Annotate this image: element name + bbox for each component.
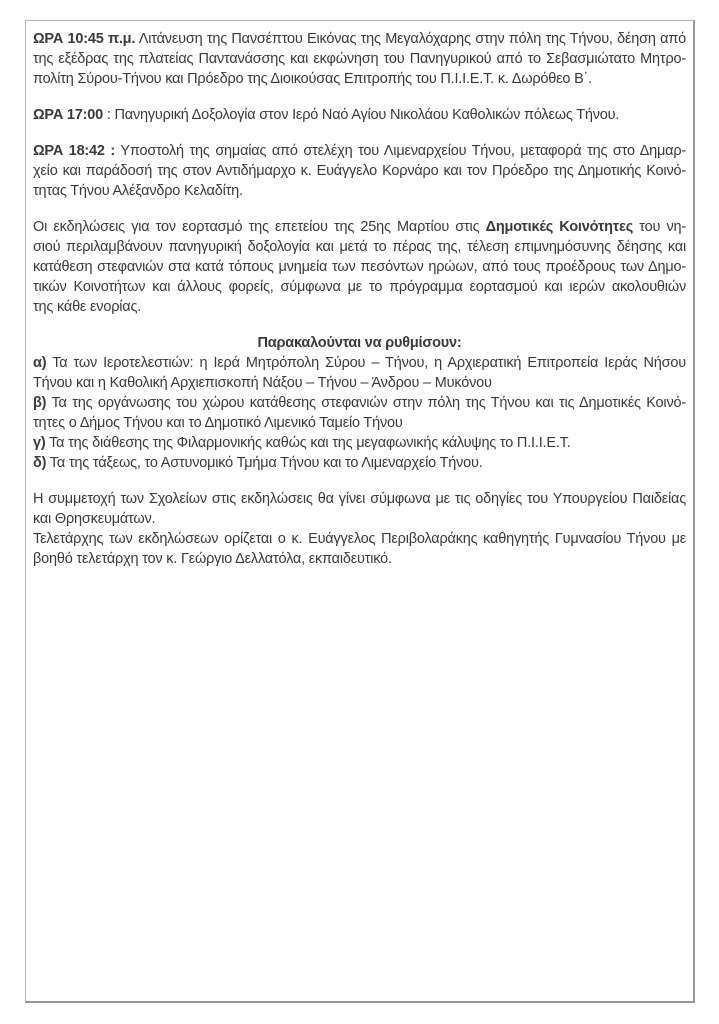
text-run: β): [33, 395, 47, 411]
text-line: [33, 257, 686, 277]
text-line: [33, 217, 686, 237]
schedule-entry-1700: [33, 105, 686, 125]
arrangements-item-a: [33, 353, 686, 393]
text-run: της κάθε ενορίας.: [33, 299, 142, 315]
text-line: [33, 297, 686, 317]
text-run: της εξέδρας της πλατείας Παντανάσσης και εκφώνηση του Πανηγυρικού από το Σεβασμιώτατο Μητρο-: [33, 51, 686, 67]
text-line: [33, 69, 686, 89]
text-run: ΩΡΑ 17:00: [33, 107, 104, 123]
text-run: ΩΡΑ 18:42 :: [33, 143, 116, 159]
text-line: [33, 433, 686, 453]
text-run: Παρακαλούνται να ρυθμίσουν:: [257, 335, 462, 351]
text-run: και Θρησκευμάτων.: [33, 511, 156, 527]
text-run: γ): [33, 435, 46, 451]
text-run: Τα της οργάνωσης του χώρου κατάθεσης στεφανιών στην πόλη της Τήνου και τις Δημοτικές Κοινό-: [46, 395, 686, 411]
schedule-entry-1842: [33, 141, 686, 201]
text-run: σιού περιλαμβάνουν πανηγυρική δοξολογία και μετά το πέρας της, τέλεση επιμνημόσυνης δέησης και: [33, 239, 686, 255]
text-line: [33, 529, 686, 549]
text-run: Τήνου και η Καθολική Αρχιεπισκοπή Νάξου – Τήνου – Άνδρου – Μυκόνου: [33, 375, 492, 391]
text-line: [33, 105, 686, 125]
text-run: τητες ο Δήμος Τήνου και το Δημοτικό Λιμενικό Ταμείο Τήνου: [33, 415, 403, 431]
text-run: Η συμμετοχή των Σχολείων στις εκδηλώσεις θα γίνει σύμφωνα με τις οδηγίες του Υπουργείου Παιδείας: [33, 491, 686, 507]
text-run: Τα των Ιεροτελεστιών: η Ιερά Μητρόπολη Σύρου – Τήνου, η Αρχιερατική Επιτροπεία Ιεράς Νήσου: [46, 355, 686, 371]
text-run: : Πανηγυρική Δοξολογία στον Ιερό Ναό Αγίου Νικολάου Καθολικών πόλεως Τήνου.: [103, 107, 620, 123]
text-run: δ): [33, 455, 47, 471]
text-run: Υποστολή της σημαίας από στελέχη του Λιμεναρχείου Τήνου, μεταφορά της στο Δημαρ-: [115, 143, 687, 159]
text-line: [33, 549, 686, 569]
text-line: [33, 29, 686, 49]
arrangements-item-b: [33, 393, 686, 433]
text-run: πολίτη Σύρου-Τήνου και Πρόεδρο της Διοικούσας Επιτροπής του Π.Ι.Ι.Ε.Τ. κ. Δωρόθεο Β΄.: [33, 71, 592, 87]
text-run: Τελετάρχης των εκδηλώσεων ορίζεται ο κ. Ευάγγελος Περιβολαράκης καθηγητής Γυμνασίου Τήνου με: [33, 531, 686, 547]
text-run: Οι εκδηλώσεις για τον εορτασμό της επετείου της 25ης Μαρτίου στις: [33, 219, 486, 235]
text-line: [33, 353, 686, 373]
arrangements-heading: [33, 333, 686, 353]
events-overview-paragraph: [33, 217, 686, 317]
text-run: ΩΡΑ 10:45 π.μ.: [33, 31, 136, 47]
arrangements-item-d: [33, 453, 686, 473]
schools-and-marshal-paragraph: [33, 489, 686, 569]
text-line: [33, 509, 686, 529]
text-run: Τα της διάθεσης της Φιλαρμονικής καθώς και της μεγαφωνικής κάλυψης το Π.Ι.Ι.Ε.Τ.: [45, 435, 571, 451]
text-run: τικών Κοινοτήτων και άλλους φορείς, σύμφωνα με το πρόγραμμα εορτασμού και ιερών ακολουθιών: [33, 279, 686, 295]
text-run: Δημοτικές Κοινότητες: [485, 219, 634, 235]
document-body: [33, 29, 686, 569]
text-run: κατάθεση στεφανιών στα κατά τόπους μνημεία των πεσόντων ηρώων, από τους προέδρους των Δημο-: [33, 259, 686, 275]
text-line: [33, 413, 686, 433]
text-line: [33, 333, 686, 353]
text-run: του νη-: [633, 219, 686, 235]
text-run: Λιτάνευση της Πανσέπτου Εικόνας της Μεγαλόχαρης στην πόλη της Τήνου, δέηση από: [135, 31, 686, 47]
text-line: [33, 277, 686, 297]
arrangements-item-c: [33, 433, 686, 453]
text-line: [33, 373, 686, 393]
schedule-entry-1045: [33, 29, 686, 89]
text-line: [33, 141, 686, 161]
text-line: [33, 393, 686, 413]
text-line: [33, 181, 686, 201]
text-line: [33, 453, 686, 473]
text-line: [33, 161, 686, 181]
text-run: Τα της τάξεως, το Αστυνομικό Τμήμα Τήνου και το Λιμεναρχείο Τήνου.: [46, 455, 483, 471]
text-line: [33, 489, 686, 509]
document-page-frame: [25, 20, 695, 1003]
text-run: χείο και παράδοσή της στον Αντιδήμαρχο κ. Ευάγγελο Κορνάρο και τον Πρόεδρο της Δημοτικής Κοινό-: [33, 163, 686, 179]
text-line: [33, 237, 686, 257]
text-line: [33, 49, 686, 69]
text-run: α): [33, 355, 47, 371]
text-run: τητας Τήνου Αλέξανδρο Κελαδίτη.: [33, 183, 243, 199]
text-run: βοηθό τελετάρχη τον κ. Γεώργιο Δελλατόλα, εκπαιδευτικό.: [33, 551, 392, 567]
